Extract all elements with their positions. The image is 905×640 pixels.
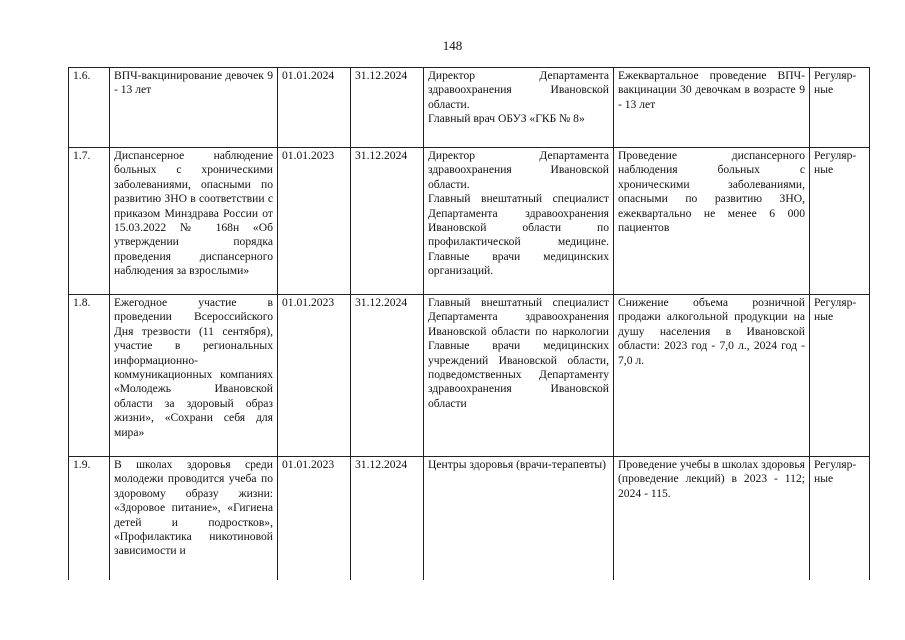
activity-cell: ВПЧ-вакцинирование девочек 9 - 13 лет bbox=[110, 68, 278, 148]
row-number-cell: 1.6. bbox=[69, 68, 110, 148]
measures-table bbox=[68, 67, 870, 580]
periodicity-cell: Регуляр- ные bbox=[810, 457, 870, 580]
periodicity-cell: Регуляр- ные bbox=[810, 68, 870, 148]
row-number-cell: 1.7. bbox=[69, 148, 110, 295]
page-number: 148 bbox=[442, 38, 463, 53]
table-row bbox=[69, 148, 870, 295]
row-number-cell: 1.8. bbox=[69, 295, 110, 457]
periodicity-cell: Регуляр- ные bbox=[810, 295, 870, 457]
end-date-cell: 31.12.2024 bbox=[351, 295, 424, 457]
responsible-cell: Директор Департамента здравоохранения Ивановской области. Главный внештатный специалист Департамента здравоохранения Ивановской области по профилактической медицине. Главные врачи медицинских организаций. bbox=[424, 148, 614, 295]
table-row bbox=[69, 295, 870, 457]
responsible-cell: Центры здоровья (врачи-терапевты) bbox=[424, 457, 614, 580]
end-date-cell: 31.12.2024 bbox=[351, 148, 424, 295]
responsible-cell: Главный внештатный специалист Департамента здравоохранения Ивановской области по наркологии Главные врачи медицинских учреждений Ивановской области, подведомственных Департаменту здравоохранения Ивановской области bbox=[424, 295, 614, 457]
result-cell: Проведение диспансерного наблюдения больных с хроническими заболеваниями, опасными по развитию ЗНО, ежеквартально не менее 6 000 пациентов bbox=[614, 148, 810, 295]
activity-cell: Ежегодное участие в проведении Всероссийского Дня трезвости (11 сентября), участие в региональных информационно-коммуникационных компаниях «Молодежь Ивановской области за здоровый образ жизни», «Сохрани себя для мира» bbox=[110, 295, 278, 457]
start-date-cell: 01.01.2023 bbox=[278, 295, 351, 457]
result-cell: Снижение объема розничной продажи алкогольной продукции на душу населения в Ивановской области: 2023 год - 7,0 л., 2024 год - 7,0 л. bbox=[614, 295, 810, 457]
start-date-cell: 01.01.2024 bbox=[278, 68, 351, 148]
table-row bbox=[69, 457, 870, 580]
activity-cell: В школах здоровья среди молодежи проводится учеба по здоровому образу жизни: «Здоровое питание», «Гигиена детей и подростков», «Профилактика никотиновой зависимости и bbox=[110, 457, 278, 580]
end-date-cell: 31.12.2024 bbox=[351, 68, 424, 148]
activity-cell: Диспансерное наблюдение больных с хроническими заболеваниями, опасными по развитию ЗНО в соответствии с приказом Минздрава России от 15.03.2022 № 168н «Об утверждении порядка проведения диспансерного наблюдения за взрослыми» bbox=[110, 148, 278, 295]
result-cell: Проведение учебы в школах здоровья (проведение лекций) в 2023 - 112; 2024 - 115. bbox=[614, 457, 810, 580]
end-date-cell: 31.12.2024 bbox=[351, 457, 424, 580]
result-cell: Ежеквартальное проведение ВПЧ-вакцинации 30 девочкам в возрасте 9 - 13 лет bbox=[614, 68, 810, 148]
table-row bbox=[69, 68, 870, 148]
start-date-cell: 01.01.2023 bbox=[278, 457, 351, 580]
responsible-cell: Директор Департамента здравоохранения Ивановской области. Главный врач ОБУЗ «ГКБ № 8» bbox=[424, 68, 614, 148]
periodicity-cell: Регуляр- ные bbox=[810, 148, 870, 295]
start-date-cell: 01.01.2023 bbox=[278, 148, 351, 295]
row-number-cell: 1.9. bbox=[69, 457, 110, 580]
